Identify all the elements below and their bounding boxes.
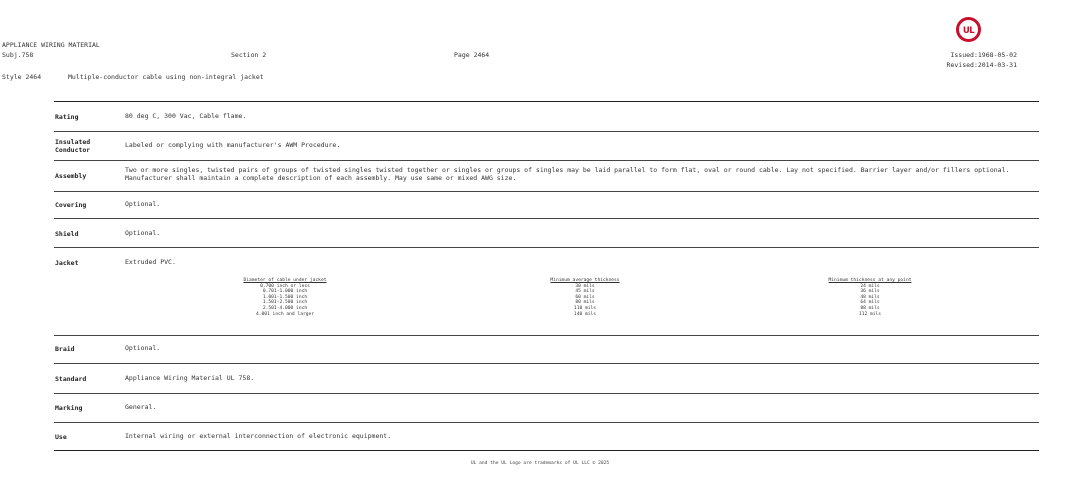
row-divider bbox=[54, 393, 1039, 394]
jacket-table-header: Diameter of cable under jacket bbox=[243, 278, 327, 283]
rating-label: Rating bbox=[55, 113, 79, 121]
jacket-table-column-diameter bbox=[210, 278, 360, 317]
assembly-label: Assembly bbox=[55, 172, 87, 180]
use-value: Internal wiring or external interconnection of electronic equipment. bbox=[125, 432, 392, 440]
jacket-table-cell: 140 mils bbox=[573, 311, 597, 317]
row-divider bbox=[54, 363, 1039, 364]
trademark-footer: UL and the UL Logo are trademarks of UL LLC © 2025 bbox=[470, 461, 610, 466]
row-divider bbox=[54, 160, 1039, 161]
braid-label: Braid bbox=[55, 345, 75, 353]
covering-label: Covering bbox=[55, 201, 87, 209]
assembly-value: Two or more singles, twisted pairs of groups of twisted singles twisted together or singles or groups of singles may be laid parallel to form flat, oval or round cable. Lay not specified. Barrier layer and/or fillers optional. Manufacturer shall maintain a complete description of each assembly. May use same or mixed AWG size. bbox=[125, 166, 1010, 182]
jacket-table-cell: 64 mils bbox=[860, 300, 880, 306]
jacket-table-cell: 2.501-4.000 inch bbox=[262, 305, 308, 311]
jacket-table-cell: 110 mils bbox=[573, 305, 597, 311]
jacket-table-cell: 24 mils bbox=[860, 283, 880, 289]
jacket-table-header: Minimum average thickness bbox=[550, 278, 620, 283]
jacket-table-cell: 4.001 inch and larger bbox=[255, 311, 315, 317]
insulated-conductor-value: Labeled or complying with manufacturer's AWM Procedure. bbox=[125, 141, 341, 149]
braid-value: Optional. bbox=[125, 344, 161, 352]
section-number: Section 2 bbox=[231, 51, 267, 59]
marking-value: General. bbox=[125, 403, 157, 411]
rating-value: 80 deg C, 300 Vac, Cable flame. bbox=[125, 112, 247, 120]
jacket-table-cell: 30 mils bbox=[575, 283, 595, 289]
row-divider bbox=[54, 131, 1039, 132]
jacket-table-cell: 0.701-1.000 inch bbox=[262, 289, 308, 295]
subject-number: Subj.758 bbox=[2, 51, 34, 59]
row-divider bbox=[54, 247, 1039, 248]
revised-date: Revised:2014-03-31 bbox=[946, 61, 1017, 69]
row-divider bbox=[54, 422, 1039, 423]
row-divider bbox=[54, 191, 1039, 192]
standard-value: Appliance Wiring Material UL 758. bbox=[125, 374, 255, 382]
table-top-rule bbox=[54, 101, 1039, 102]
jacket-table-column-minimum bbox=[800, 278, 940, 317]
jacket-table-column-average bbox=[515, 278, 655, 317]
issued-date: Issued:1968-05-02 bbox=[950, 51, 1017, 59]
style-description: Multiple-conductor cable using non-integral jacket bbox=[68, 73, 264, 81]
standard-label: Standard bbox=[55, 375, 87, 383]
jacket-table-cell: 48 mils bbox=[860, 294, 880, 300]
jacket-table-cell: 80 mils bbox=[575, 300, 595, 306]
jacket-table-cell: 1.001-1.500 inch bbox=[262, 294, 308, 300]
jacket-table-cell: 60 mils bbox=[575, 294, 595, 300]
jacket-table-cell: 45 mils bbox=[575, 289, 595, 295]
jacket-table-cell: 0.700 inch or less bbox=[260, 283, 310, 289]
jacket-table-cell: 1.501-2.500 inch bbox=[262, 300, 308, 306]
jacket-table-cell: 112 mils bbox=[858, 311, 882, 317]
use-label: Use bbox=[55, 433, 67, 441]
document-category: APPLIANCE WIRING MATERIAL bbox=[2, 41, 100, 49]
jacket-table-cell: 36 mils bbox=[860, 289, 880, 295]
insulated-conductor-label: Insulated Conductor bbox=[55, 138, 91, 154]
jacket-table-cell: 88 mils bbox=[860, 305, 880, 311]
row-divider bbox=[54, 218, 1039, 219]
row-divider bbox=[54, 335, 1039, 336]
page-number: Page 2464 bbox=[454, 51, 490, 59]
table-bottom-rule bbox=[54, 450, 1039, 451]
style-number: Style 2464 bbox=[2, 73, 42, 81]
ul-logo-text: UL bbox=[962, 26, 975, 36]
shield-label: Shield bbox=[55, 230, 79, 238]
ul-logo bbox=[956, 17, 981, 42]
jacket-value: Extruded PVC. bbox=[125, 258, 176, 266]
jacket-table-header: Minimum thickness at any point bbox=[828, 278, 912, 283]
shield-value: Optional. bbox=[125, 229, 161, 237]
marking-label: Marking bbox=[55, 404, 83, 412]
jacket-label: Jacket bbox=[55, 259, 79, 267]
covering-value: Optional. bbox=[125, 200, 161, 208]
